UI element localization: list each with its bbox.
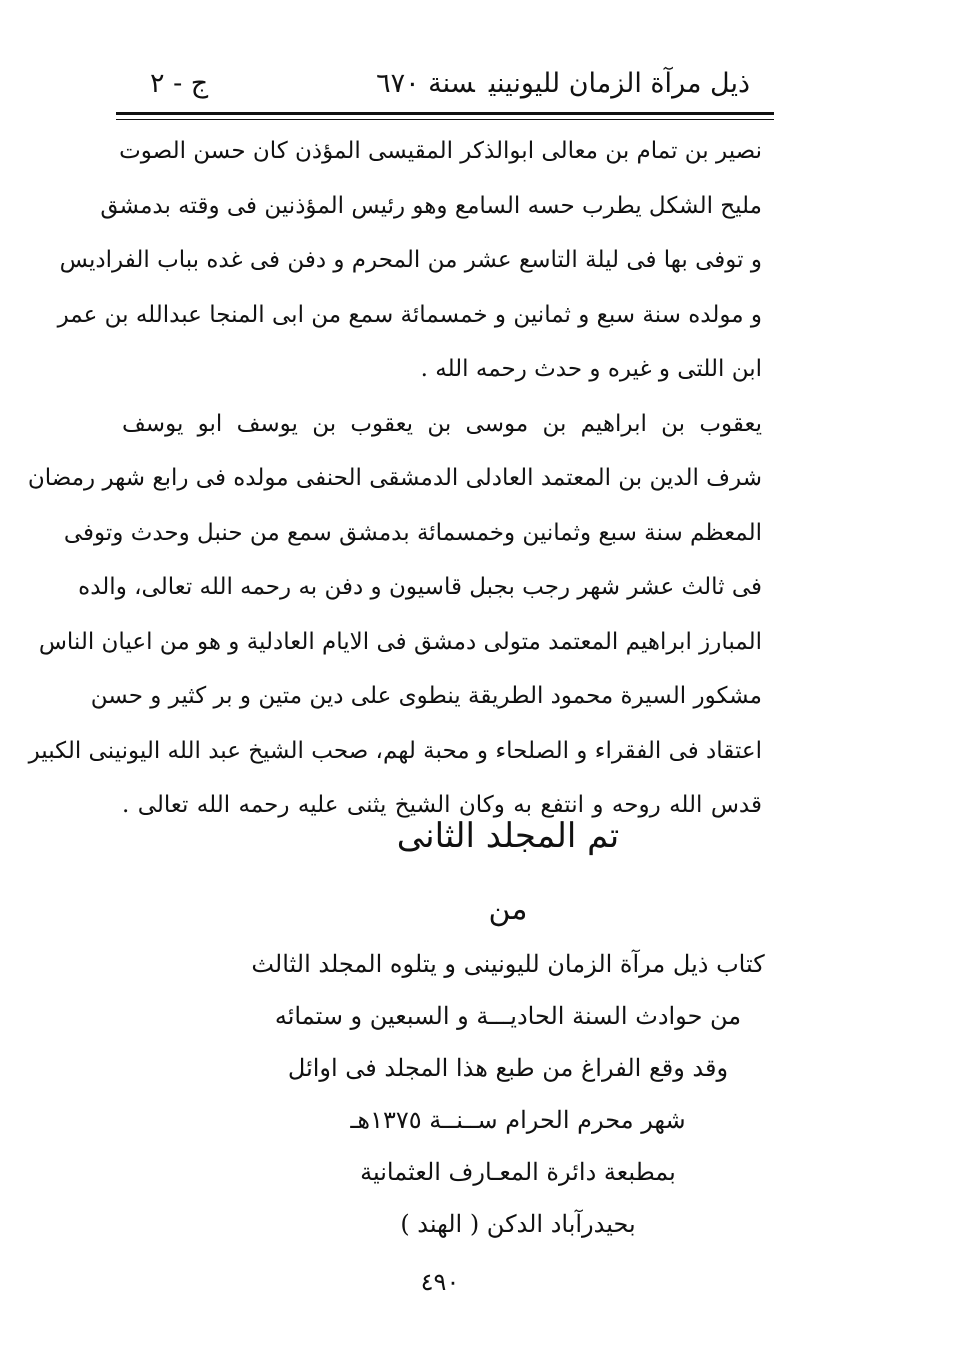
body-line: شرف الدين بن المعتمد العادلى الدمشقى الحنفى مولده فى رابع شهر رمضان (27, 465, 762, 491)
colophon (150, 806, 806, 1250)
header-volume-number: ج - ٢ (150, 68, 209, 99)
body-line: قدس الله روحه و انتفع به وكان الشيخ يثنى عليه رحمه الله تعالى . (122, 792, 762, 818)
body-line: و مولده سنة سبع و ثمانين و خمسمائة سمع من ابى المنجا عبدالله بن عمر (57, 301, 762, 328)
page-number: ٤٩٠ (420, 1268, 460, 1296)
colophon-line: شهر محرم الحرام ســنــة ١٣٧٥هـ (350, 1106, 686, 1134)
header-year: سنة ٦٧٠ (376, 68, 475, 99)
running-header (150, 62, 750, 106)
body-line: المبارز ابراهيم المعتمد متولى دمشق فى الايام العادلية و هو من اعيان الناس (38, 628, 762, 655)
body-line: ابن اللتى و غيره و حدث رحمه الله . (420, 356, 762, 382)
body-line: نصير بن تمام بن معالى ابوالذكر المقيسى المؤذن كان حسن الصوت (119, 138, 762, 164)
header-rule-thin (116, 119, 774, 120)
colophon-line: بمطبعة دائرة المعـارف العثمانية (360, 1158, 676, 1186)
body-line: المعظم سنة سبع وثمانين وخمسمائة بدمشق سمع من حنبل وحدث وتوفى (63, 519, 762, 546)
body-line: مليح الشكل يطرب حسه السامع وهو رئيس المؤذنين فى وقته بدمشق (100, 192, 762, 219)
colophon-line: من حوادث السنة الحاديـــة و السبعين و ستمائه (274, 1002, 742, 1030)
header-title-block (376, 62, 750, 106)
header-book-title: ذيل مرآة الزمان لليونيني (488, 68, 750, 99)
body-line: يعقوب بن ابراهيم بن موسى بن يعقوب بن يوسف ابو يوسف (122, 410, 762, 437)
body-line: و توفى بها فى ليلة التاسع عشر من المحرم و دفن فى غده بباب الفراديس (59, 247, 762, 273)
body-line: اعتقاد فى الفقراء و الصلحاء و محبة لهم، صحب الشيخ عبد الله اليونينى الكبير (28, 737, 762, 764)
colophon-line: كتاب ذيل مرآة الزمان لليونينى و يتلوه المجلد الثالث (251, 950, 765, 978)
body-line: مشكور السيرة محمود الطريقة ينطوى على دين متين و بر كثير و حسن (90, 683, 762, 709)
body-text (27, 124, 762, 833)
colophon-line: وقد وقع الفراغ من طبع هذا المجلد فى اوائل (287, 1054, 729, 1082)
colophon-min: من (488, 892, 528, 927)
colophon-heading: تم المجلد الثانى (396, 816, 620, 856)
header-rule-thick (116, 112, 774, 115)
colophon-line: بحيدرآباد الدكن ( الهند ) (400, 1210, 636, 1238)
body-line: فى ثالث عشر شهر رجب بجبل قاسيون و دفن به رحمه الله تعالى، والده (78, 574, 762, 600)
